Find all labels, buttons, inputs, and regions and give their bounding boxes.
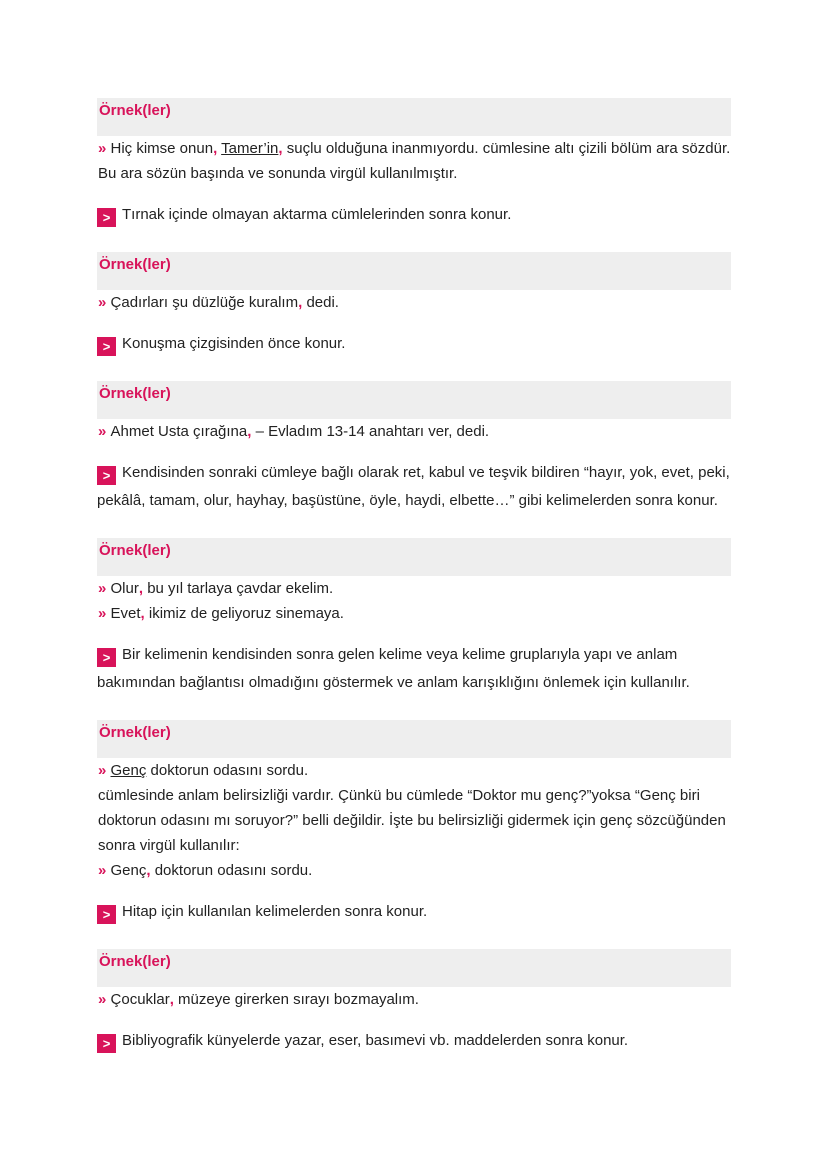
comma-highlight: , bbox=[213, 140, 218, 157]
rule-item bbox=[97, 1027, 731, 1055]
example-block bbox=[97, 290, 731, 315]
comma-highlight: , bbox=[278, 140, 283, 157]
example-header: Örnek(ler) bbox=[97, 949, 731, 987]
example-line bbox=[98, 136, 735, 186]
underlined-text: Genç bbox=[110, 762, 147, 779]
example-text: suçlu olduğuna inanmıyordu. cümlesine altı çizili bölüm ara sözdür. Bu ara sözün başında ve sonunda virgül kullanılmıştır. bbox=[98, 140, 735, 182]
rule-item bbox=[97, 459, 731, 515]
example-header: Örnek(ler) bbox=[97, 381, 731, 419]
example-header: Örnek(ler) bbox=[97, 252, 731, 290]
rule-text: Bir kelimenin kendisinden sonra gelen kelime veya kelime gruplarıyla yapı ve anlam bakımından bağlantısı olmadığını göstermek ve anlam karışıklığını önlemek için kullanılır. bbox=[97, 646, 690, 691]
example-line bbox=[98, 419, 731, 444]
example-text: doktorun odasını sordu. bbox=[146, 762, 309, 779]
example-block bbox=[97, 136, 735, 186]
example-text: Evet bbox=[110, 605, 141, 622]
example-line bbox=[98, 290, 731, 315]
underlined-text: Tamer’in bbox=[221, 140, 279, 157]
bullet-icon: » bbox=[98, 605, 111, 622]
example-line bbox=[98, 758, 731, 783]
example-text: doktorun odasını sordu. bbox=[150, 862, 313, 879]
bullet-icon: » bbox=[98, 580, 111, 597]
rule-item bbox=[97, 201, 731, 229]
document-body bbox=[97, 98, 735, 1078]
example-line bbox=[98, 576, 731, 601]
example-header: Örnek(ler) bbox=[97, 98, 731, 136]
example-text: Hiç kimse onun bbox=[110, 140, 214, 157]
example-line bbox=[98, 601, 731, 626]
rule-marker-icon: > bbox=[97, 1034, 116, 1053]
example-text: Çocuklar bbox=[110, 991, 170, 1008]
comma-highlight: , bbox=[140, 605, 145, 622]
rule-text: Bibliyografik künyelerde yazar, eser, basımevi vb. maddelerden sonra konur. bbox=[122, 1032, 629, 1049]
example-block bbox=[97, 987, 731, 1012]
comma-highlight: , bbox=[247, 423, 252, 440]
bullet-icon: » bbox=[98, 294, 111, 311]
example-text: cümlesinde anlam belirsizliği vardır. Çünkü bu cümlede “Doktor mu genç?”yoksa “Genç biri doktorun odasını mı soruyor?” belli değildir. İşte bu belirsizliği gidermek için genç sözcüğünden sonra virgül kullanılır: bbox=[98, 787, 731, 854]
bullet-icon: » bbox=[98, 991, 111, 1008]
example-block bbox=[97, 419, 731, 444]
rule-text: Konuşma çizgisinden önce konur. bbox=[122, 335, 346, 352]
example-text: dedi. bbox=[302, 294, 339, 311]
example-block bbox=[97, 576, 731, 626]
rule-marker-icon: > bbox=[97, 648, 116, 667]
rule-item bbox=[97, 330, 731, 358]
example-text: ikimiz de geliyoruz sinemaya. bbox=[144, 605, 344, 622]
comma-highlight: , bbox=[298, 294, 303, 311]
bullet-icon: » bbox=[98, 423, 111, 440]
example-line bbox=[98, 783, 731, 858]
rule-item bbox=[97, 641, 731, 697]
rule-text: Kendisinden sonraki cümleye bağlı olarak ret, kabul ve teşvik bildiren “hayır, yok, evet, peki, pekâlâ, tamam, olur, hayhay, başüstüne, öyle, haydi, elbette…” gibi kelimelerden sonra konur. bbox=[97, 464, 730, 509]
example-text: bu yıl tarlaya çavdar ekelim. bbox=[143, 580, 334, 597]
example-text: Çadırları şu düzlüğe kuralım bbox=[110, 294, 299, 311]
example-block bbox=[97, 758, 731, 883]
rule-marker-icon: > bbox=[97, 466, 116, 485]
example-line bbox=[98, 987, 731, 1012]
example-text: – Evladım 13-14 anahtarı ver, dedi. bbox=[251, 423, 490, 440]
rule-marker-icon: > bbox=[97, 905, 116, 924]
comma-highlight: , bbox=[146, 862, 151, 879]
example-text: Genç bbox=[110, 862, 147, 879]
bullet-icon: » bbox=[98, 140, 111, 157]
rule-marker-icon: > bbox=[97, 337, 116, 356]
rule-marker-icon: > bbox=[97, 208, 116, 227]
bullet-icon: » bbox=[98, 762, 111, 779]
example-text: müzeye girerken sırayı bozmayalım. bbox=[173, 991, 419, 1008]
rule-text: Hitap için kullanılan kelimelerden sonra konur. bbox=[122, 903, 428, 920]
example-header: Örnek(ler) bbox=[97, 538, 731, 576]
example-text: Ahmet Usta çırağına bbox=[110, 423, 248, 440]
rule-item bbox=[97, 898, 731, 926]
comma-highlight: , bbox=[169, 991, 174, 1008]
rule-text: Tırnak içinde olmayan aktarma cümlelerinden sonra konur. bbox=[122, 206, 512, 223]
example-text: Olur bbox=[110, 580, 139, 597]
bullet-icon: » bbox=[98, 862, 111, 879]
example-header: Örnek(ler) bbox=[97, 720, 731, 758]
example-line bbox=[98, 858, 731, 883]
comma-highlight: , bbox=[138, 580, 144, 597]
